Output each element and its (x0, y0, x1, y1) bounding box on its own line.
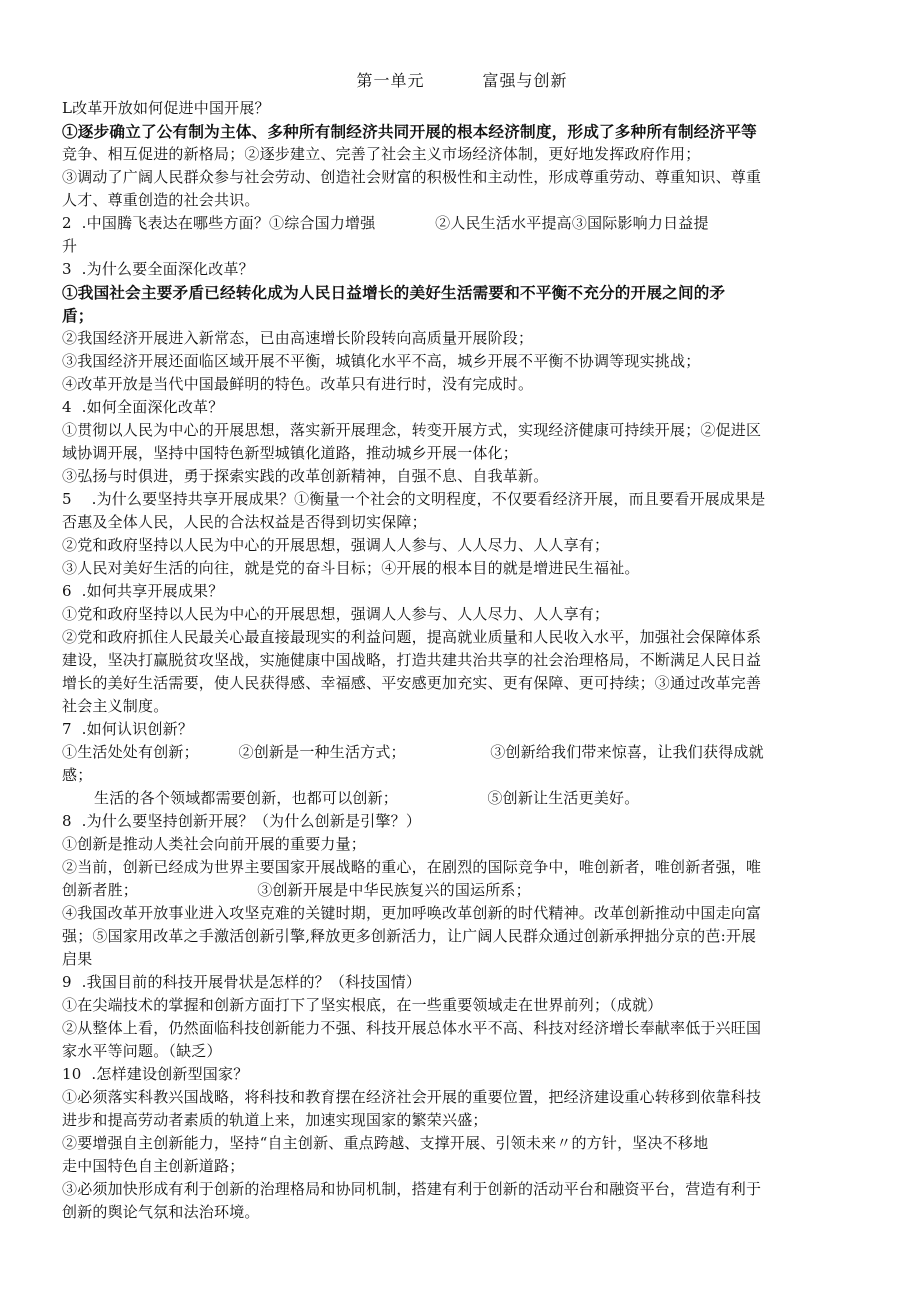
text-line: 10 .怎样建设创新型国家？ (62, 1065, 249, 1083)
text-line: ②党和政府抓住人民最关心最直接最现实的利益问题，提高就业质量和人民收入水平，加强社会保障体系 (62, 628, 762, 646)
text-line: ①创新是推动人类社会向前开展的重要力量； (62, 835, 367, 853)
text-line: 创新的舆论气氛和法治环境。 (62, 1203, 260, 1221)
text-line: 6 .如何共享开展成果？ (62, 582, 224, 600)
text-line: 9 .我国目前的科技开展骨状是怎样的？（科技国情） (62, 973, 422, 991)
text-line: 8 .为什么要坚持创新开展？（为什么创新是引擎？） (62, 812, 422, 830)
text-line: ①必须落实科教兴国战略，将科技和教育摆在经济社会开展的重要位置，把经济建设重心转移到依靠科技 (62, 1088, 762, 1106)
text-line: ①逐步确立了公有制为主体、多种所有制经济共同开展的根本经济制度，形成了多种所有制经济平等 (62, 122, 757, 141)
document-page (62, 68, 862, 1224)
text-line: ①生活处处有创新； ②创新是一种生活方式； ③创新给我们带来惊喜，让我们获得成就 (62, 743, 764, 761)
text-line: ④我国改革开放事业进入攻坚克难的关键时期，更加呼唤改革创新的时代精神。改革创新推动中国走向富 (62, 904, 762, 922)
text-line: 4 .如何全面深化改革？ (62, 398, 224, 416)
text-line: ③我国经济开展还面临区域开展不平衡，城镇化水平不高，城乡开展不平衡不协调等现实挑战； (62, 352, 701, 370)
text-line: 社会主义制度。 (62, 697, 169, 715)
text-line: 2 .中国腾飞表达在哪些方面？①综合国力增强 ②人民生活水平提高③国际影响力日益提 (62, 214, 709, 232)
text-line: 竞争、相互促进的新格局；②逐步建立、完善了社会主义市场经济体制，更好地发挥政府作用； (62, 145, 701, 163)
text-line: L改革开放如何促进中国开展？ (62, 99, 270, 117)
text-line: 升 (62, 237, 78, 255)
document-body (62, 97, 862, 1224)
text-line: 启果 (62, 950, 93, 968)
text-line: ①贯彻以人民为中心的开展思想，落实新开展理念，转变开展方式，实现经济健康可持续开展；②促进区 (62, 421, 762, 439)
text-line: 创新者胜； ③创新开展是中华民族复兴的国运所系； (62, 881, 531, 899)
text-line: 盾； (62, 306, 94, 325)
text-line: ②党和政府坚持以人民为中心的开展思想，强调人人参与、人人尽力、人人享有； (62, 536, 610, 554)
text-line: 5 .为什么要坚持共享开展成果？①衡量一个社会的文明程度，不仅要看经济开展，而且要看开展成果是 (62, 490, 766, 508)
text-line: ①党和政府坚持以人民为中心的开展思想，强调人人参与、人人尽力、人人享有； (62, 605, 610, 623)
text-line: ③调动了广阔人民群众参与社会劳动、创造社会财富的积极性和主动性，形成尊重劳动、尊重知识、尊重 (62, 168, 762, 186)
text-line: ②从整体上看，仍然面临科技创新能力不强、科技开展总体水平不高、科技对经济增长奉献率低于兴旺国 (62, 1019, 762, 1037)
text-line: ②当前，创新已经成为世界主要国家开展战略的重心，在剧烈的国际竞争中，唯创新者，唯创新者强，唯 (62, 858, 762, 876)
text-line: ②要增强自主创新能力，坚持“自主创新、重点跨越、支撑开展、引领未来〃的方针，坚决不移地 (62, 1134, 709, 1152)
text-line: 走中国特色自主创新道路； (62, 1157, 245, 1175)
text-line: 生活的各个领域都需要创新，也都可以创新； ⑤创新让生活更美好。 (94, 789, 640, 807)
text-line: 人才、尊重创造的社会共识。 (62, 191, 260, 209)
text-line: 7 .如何认识创新？ (62, 720, 194, 738)
text-line: 家水平等问题。（缺乏） (62, 1042, 222, 1060)
text-line: 否惠及全体人民，人民的合法权益是否得到切实保障； (62, 513, 427, 531)
text-line: 建设，坚决打赢脱贫攻坚战，实施健康中国战略，打造共建共治共享的社会治理格局，不断满足人民日益 (62, 651, 762, 669)
unit-label: 第一单元 (356, 71, 425, 90)
text-line: ③人民对美好生活的向往，就是党的奋斗目标；④开展的根本目的就是增进民生福祉。 (62, 559, 640, 577)
page-title (62, 68, 862, 91)
unit-topic: 富强与创新 (482, 71, 568, 90)
text-line: 域协调开展，坚持中国特色新型城镇化道路，推动城乡开展一体化； (62, 444, 519, 462)
text-line: ④改革开放是当代中国最鲜明的特色。改革只有进行时，没有完成时。 (62, 375, 534, 393)
text-line: ①我国社会主要矛盾已经转化成为人民日益增长的美好生活需要和不平衡不充分的开展之间的矛 (62, 283, 726, 302)
text-line: 3 .为什么要全面深化改革？ (62, 260, 254, 278)
text-line: ③必须加快形成有利于创新的治理格局和协同机制，搭建有利于创新的活动平台和融资平台，营造有利于 (62, 1180, 762, 1198)
text-line: ③弘扬与时俱进，勇于探索实践的改革创新精神，自强不息、自我革新。 (62, 467, 549, 485)
text-line: 进步和提高劳动者素质的轨道上来，加速实现国家的繁荣兴盛； (62, 1111, 488, 1129)
text-line: 增长的美好生活需要，使人民获得感、幸福感、平安感更加充实、更有保障、更可持续；③通过改革完善 (62, 674, 762, 692)
text-line: ①在尖端技术的掌握和创新方面打下了坚实根底，在一些重要领域走在世界前列；（成就） (62, 996, 663, 1014)
text-line: 强；⑤国家用改革之手激活创新引擎,释放更多创新活力，让广阔人民群众通过创新承押拙分京的芭:开展 (62, 927, 757, 945)
text-line: ②我国经济开展进入新常态，已由高速增长阶段转向高质量开展阶段； (62, 329, 534, 347)
text-line: 感； (62, 766, 93, 784)
